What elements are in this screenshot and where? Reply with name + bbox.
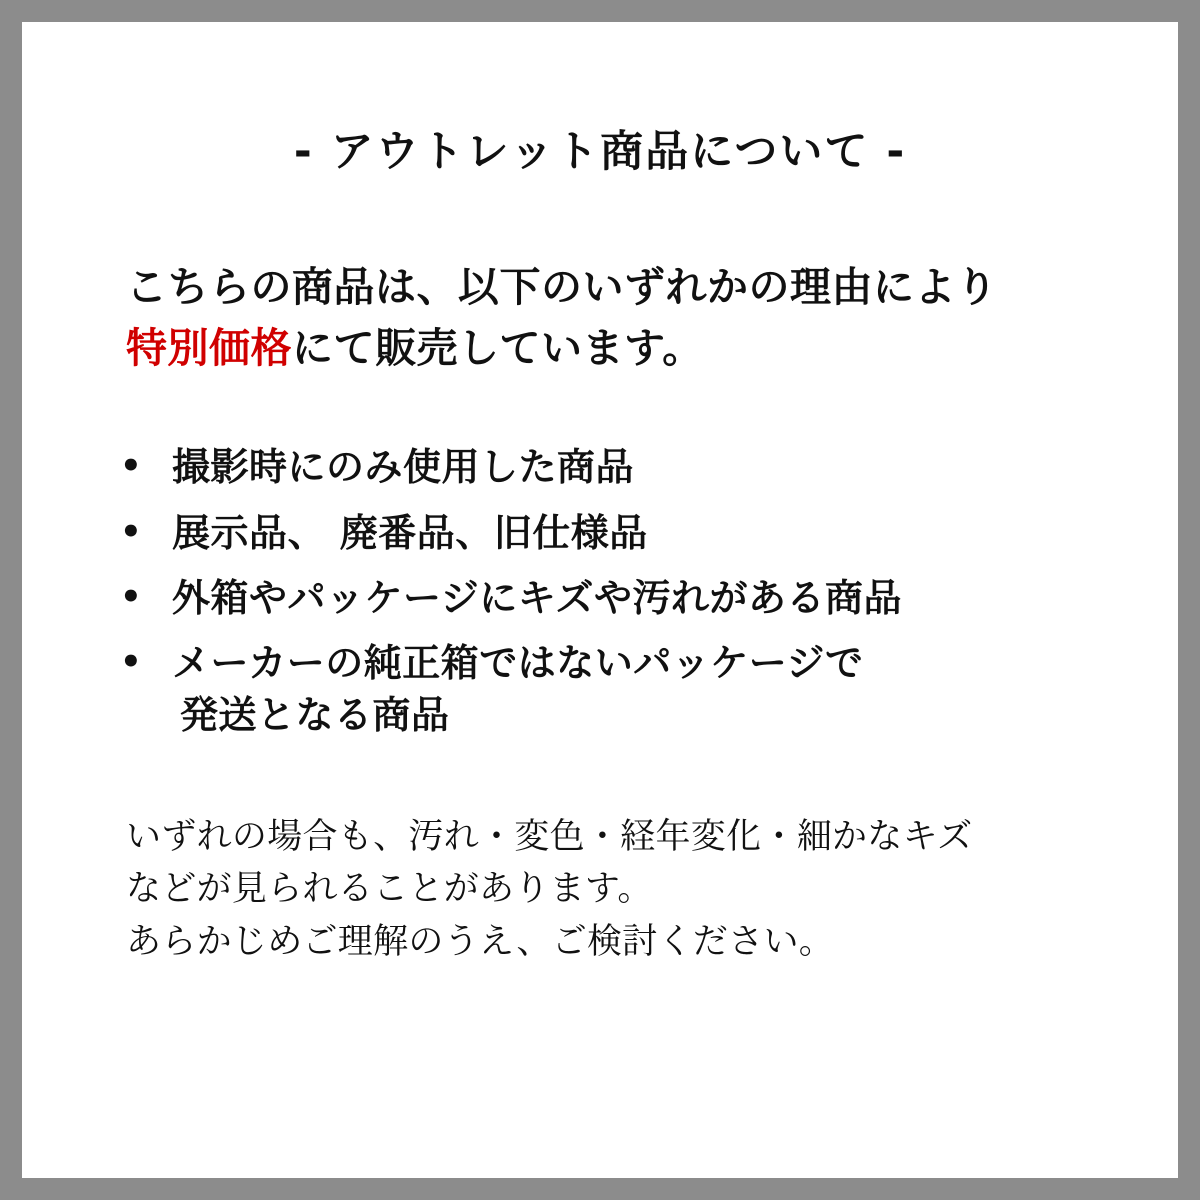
lead-paragraph xyxy=(92,257,1108,378)
bullet-dot-icon: • xyxy=(120,511,143,552)
list-item-label-continued: 発送となる商品 xyxy=(180,692,450,737)
outlet-notice-card xyxy=(22,22,1178,1178)
list-item xyxy=(120,508,1108,559)
list-item-label: 展示品、 廃番品、旧仕様品 xyxy=(172,510,648,555)
page-title: - アウトレット商品について - xyxy=(293,127,907,177)
bullet-dot-icon: • xyxy=(120,642,143,683)
list-item xyxy=(120,442,1108,493)
list-item xyxy=(120,573,1108,624)
reason-list xyxy=(92,442,1108,740)
notice-content xyxy=(22,22,1178,1178)
list-item-label: メーカーの純正箱ではないパッケージで xyxy=(172,641,864,686)
bullet-dot-icon: • xyxy=(120,446,143,487)
special-price-highlight: 特別価格 xyxy=(126,323,292,372)
note-line: いずれの場合も、汚れ・変色・経年変化・細かなキズ xyxy=(126,816,973,857)
note-paragraph xyxy=(92,811,1108,969)
lead-line-1: こちらの商品は、以下のいずれかの理由により xyxy=(126,263,998,311)
list-item-label: 外箱やパッケージにキズや汚れがある商品 xyxy=(172,575,902,620)
note-line: あらかじめご理解のうえ、ご検討ください。 xyxy=(126,921,835,962)
lead-line-2: にて販売しています。 xyxy=(292,323,704,372)
bullet-dot-icon: • xyxy=(120,576,143,617)
list-item-label: 撮影時にのみ使用した商品 xyxy=(172,445,635,490)
note-line: などが見られることがあります。 xyxy=(126,869,653,910)
list-item xyxy=(120,638,1108,741)
